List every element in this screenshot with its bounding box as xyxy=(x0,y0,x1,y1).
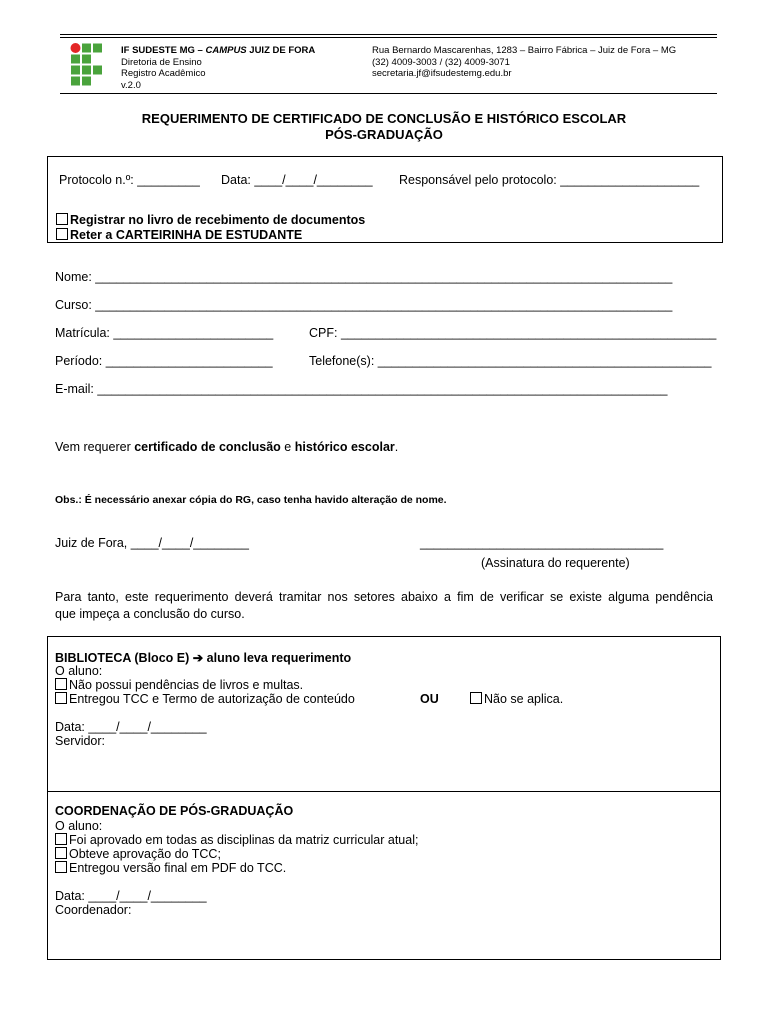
field-curso[interactable]: Curso: ___________________________________________________________________________________ xyxy=(55,298,673,312)
signature-label: (Assinatura do requerente) xyxy=(481,556,630,570)
biblioteca-heading: BIBLIOTECA (Bloco E) ➔ aluno leva requerimento xyxy=(55,651,352,665)
field-email[interactable]: E-mail: __________________________________________________________________________________ xyxy=(55,382,668,396)
field-nome[interactable]: Nome: ___________________________________________________________________________________ xyxy=(55,270,673,284)
routing-paragraph-line2: que impeça a conclusão do curso. xyxy=(55,607,245,621)
coordenacao-item-2[interactable]: Obteve aprovação do TCC; xyxy=(55,847,221,861)
biblioteca-servidor[interactable]: Servidor: xyxy=(55,734,106,748)
protocol-date: Data: ____/____/________ xyxy=(221,173,373,187)
header-sector: Registro Acadêmico xyxy=(121,68,206,79)
sector-divider xyxy=(48,791,720,792)
obs-note: Obs.: É necessário anexar cópia do RG, caso tenha havido alteração de nome. xyxy=(55,494,447,506)
page-subtitle: PÓS-GRADUAÇÃO xyxy=(325,127,443,142)
biblioteca-intro: O aluno: xyxy=(55,664,103,678)
checkbox-coordenacao-1[interactable] xyxy=(55,833,67,845)
checkbox-coordenacao-3[interactable] xyxy=(55,861,67,873)
coordenacao-heading: COORDENAÇÃO DE PÓS-GRADUAÇÃO xyxy=(55,804,294,818)
field-telefone[interactable]: Telefone(s): ________________________________________________ xyxy=(309,354,712,368)
request-text: Vem requerer certificado de conclusão e histórico escolar. xyxy=(55,440,399,454)
protocol-box xyxy=(47,156,723,243)
check-reter[interactable]: Reter a CARTEIRINHA DE ESTUDANTE xyxy=(56,228,302,242)
biblioteca-item-1[interactable]: Não possui pendências de livros e multas. xyxy=(55,678,303,692)
field-periodo[interactable]: Período: ________________________ xyxy=(55,354,273,368)
checkbox-biblioteca-2[interactable] xyxy=(55,692,67,704)
check-registrar[interactable]: Registrar no livro de recebimento de documentos xyxy=(56,213,365,227)
coordenacao-item-3[interactable]: Entregou versão final em PDF do TCC. xyxy=(55,861,286,875)
biblioteca-item-2[interactable]: Entregou TCC e Termo de autorização de conteúdo xyxy=(55,692,355,706)
institution-logo xyxy=(70,43,104,87)
coordenacao-item-1[interactable]: Foi aprovado em todas as disciplinas da matriz curricular atual; xyxy=(55,833,418,847)
sector-box xyxy=(47,636,721,960)
field-cpf[interactable]: CPF: ______________________________________________________ xyxy=(309,326,717,340)
coordenacao-date[interactable]: Data: ____/____/________ xyxy=(55,889,207,903)
header-version: v.2.0 xyxy=(121,79,141,91)
checkbox-biblioteca-1[interactable] xyxy=(55,678,67,690)
header-contact xyxy=(372,45,676,80)
coordenacao-intro: O aluno: xyxy=(55,819,103,833)
place-date[interactable]: Juiz de Fora, ____/____/________ xyxy=(55,536,249,550)
coordenacao-coordenador[interactable]: Coordenador: xyxy=(55,903,132,917)
signature-line: ___________________________________ xyxy=(420,536,664,550)
header-email: secretaria.jf@ifsudestemg.edu.br xyxy=(372,68,512,79)
checkbox-coordenacao-2[interactable] xyxy=(55,847,67,859)
header-top-rule-2 xyxy=(60,37,717,38)
header-bottom-rule xyxy=(60,93,717,94)
biblioteca-item-3[interactable]: Não se aplica. xyxy=(470,692,563,706)
header-institution: IF SUDESTE MG – CAMPUS JUIZ DE FORA Diretoria de Ensino Registro Acadêmico v.2.0 xyxy=(121,45,316,91)
biblioteca-ou: OU xyxy=(420,692,439,706)
checkbox-reter[interactable] xyxy=(56,228,68,240)
header-department: Diretoria de Ensino xyxy=(121,56,202,68)
page-title: REQUERIMENTO DE CERTIFICADO DE CONCLUSÃO E HISTÓRICO ESCOLAR xyxy=(141,111,627,126)
protocol-responsible: Responsável pelo protocolo: ____________________ xyxy=(399,173,700,187)
biblioteca-date[interactable]: Data: ____/____/________ xyxy=(55,720,207,734)
header-phone: (32) 4009-3003 / (32) 4009-3071 xyxy=(372,56,510,68)
header-address: Rua Bernardo Mascarenhas, 1283 – Bairro Fábrica – Juiz de Fora – MG xyxy=(372,45,677,56)
header-top-rule xyxy=(60,34,717,35)
protocol-number: Protocolo n.º: _________ xyxy=(59,173,200,187)
checkbox-registrar[interactable] xyxy=(56,213,68,225)
checkbox-biblioteca-3[interactable] xyxy=(470,692,482,704)
routing-paragraph-line1: Para tanto, este requerimento deverá tramitar nos setores abaixo a fim de verificar se existe alguma pendência xyxy=(55,590,713,604)
field-matricula[interactable]: Matrícula: _______________________ xyxy=(55,326,274,340)
